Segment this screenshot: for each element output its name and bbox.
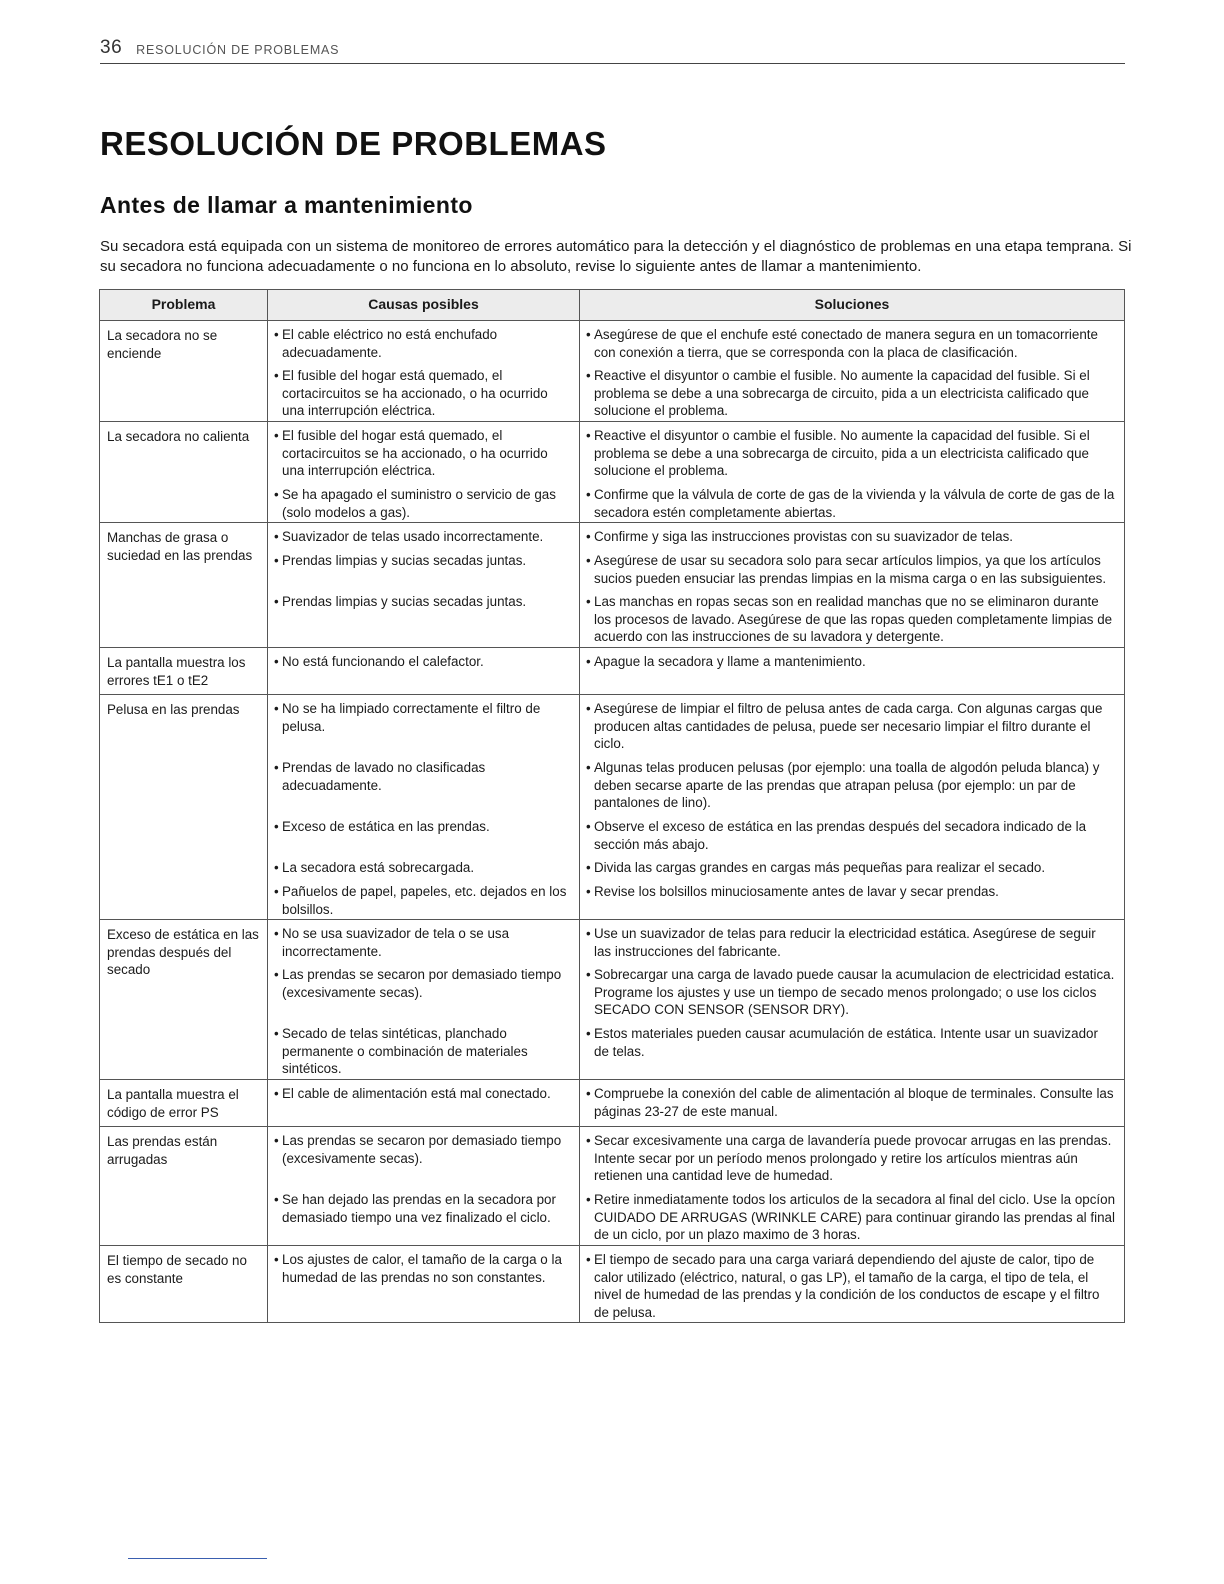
solution-entry [580, 321, 1124, 362]
intro-paragraph: Su secadora está equipada con un sistema de monitoreo de errores automático para la detección y el diagnóstico de problemas en una etapa temprana. Si su secadora no funciona adecuadamente o no funciona en lo absoluto, revise lo siguiente antes de llamar a mantenimiento. [100, 238, 1132, 275]
solution-text: Sobrecargar una carga de lavado puede causar la acumulacion de electricidad estatica. Programe los ajustes y use un tiempo de secado menos prolongado; o use los ciclos SECADO CON SENSOR (SENSOR DRY). [594, 967, 1115, 1017]
solutions-cell [580, 422, 1125, 523]
solution-entry [580, 920, 1124, 961]
cause-text: El cable de alimentación está mal conectado. [282, 1086, 551, 1101]
bullet-icon: • [274, 428, 279, 443]
problem-cell: Pelusa en las prendas [100, 695, 268, 920]
cause-text: Exceso de estática en las prendas. [282, 819, 490, 834]
table-row [100, 1127, 1125, 1246]
causes-cell [268, 920, 580, 1080]
cause-text: Pañuelos de papel, papeles, etc. dejados en los bolsillos. [282, 884, 567, 917]
causes-cell [268, 648, 580, 695]
causes-cell [268, 422, 580, 523]
cause-text: Prendas limpias y sucias secadas juntas. [282, 594, 527, 609]
bullet-icon: • [274, 884, 279, 899]
bullet-icon: • [586, 760, 591, 775]
table-row [100, 1080, 1125, 1127]
solution-text: Asegúrese de que el enchufe esté conectado de manera segura en un tomacorriente con conexión a tierra, que se corresponda con la placa de clasificación. [594, 327, 1098, 360]
header-causes: Causas posibles [268, 290, 580, 321]
solutions-cell [580, 523, 1125, 648]
problem-cell: Manchas de grasa o suciedad en las prendas [100, 523, 268, 648]
solution-entry [580, 523, 1124, 547]
bullet-icon: • [274, 487, 279, 502]
bullet-icon: • [274, 926, 279, 941]
troubleshooting-table [99, 289, 1125, 1323]
bullet-icon: • [586, 529, 591, 544]
page-number: 36 [100, 37, 123, 58]
bullet-icon: • [274, 1086, 279, 1101]
bullet-icon: • [274, 553, 279, 568]
solution-text: Observe el exceso de estática en las prendas después del secadora indicado de la sección más abajo. [594, 819, 1087, 852]
cause-text: No se ha limpiado correctamente el filtro de pelusa. [282, 701, 541, 734]
cause-entry [268, 1020, 579, 1079]
problem-cell: Exceso de estática en las prendas después del secado [100, 920, 268, 1080]
solution-text: Algunas telas producen pelusas (por ejemplo: una toalla de algodón peluda blanca) y deben secarse aparte de las prendas que atrapan pelusa (por ejemplo: un par de pantalones de lino). [594, 760, 1100, 810]
bullet-icon: • [586, 487, 591, 502]
cause-text: Suavizador de telas usado incorrectamente. [282, 529, 544, 544]
causes-cell [268, 523, 580, 648]
solutions-cell [580, 1127, 1125, 1246]
cause-entry [268, 1186, 579, 1245]
causes-cell [268, 321, 580, 422]
table-header-row [100, 290, 1125, 321]
page-title: RESOLUCIÓN DE PROBLEMAS [100, 125, 607, 162]
cause-entry [268, 878, 579, 919]
table-row [100, 321, 1125, 422]
running-section-title: RESOLUCIÓN DE PROBLEMAS [136, 43, 340, 57]
solution-entry [580, 754, 1124, 813]
cause-text: Se ha apagado el suministro o servicio de gas (solo modelos a gas). [282, 487, 556, 520]
solution-text: Confirme que la válvula de corte de gas de la vivienda y la válvula de corte de gas de la secadora estén completamente abiertas. [594, 487, 1115, 520]
bullet-icon: • [586, 860, 591, 875]
bullet-icon: • [586, 701, 591, 716]
cause-entry [268, 1246, 579, 1322]
bullet-icon: • [274, 327, 279, 342]
problem-cell: El tiempo de secado no es constante [100, 1246, 268, 1323]
cause-entry [268, 1127, 579, 1186]
bullet-icon: • [586, 368, 591, 383]
page-subtitle: Antes de llamar a mantenimiento [100, 192, 473, 218]
solutions-cell [580, 321, 1125, 422]
cause-text: La secadora está sobrecargada. [282, 860, 475, 875]
bullet-icon: • [586, 1192, 591, 1207]
solution-entry [580, 878, 1124, 919]
solution-text: Asegúrese de limpiar el filtro de pelusa antes de cada carga. Con algunas cargas que producen altas cantidades de pelusa, puede ser necesario limpiar el filtro durante el ciclo. [594, 701, 1103, 751]
causes-cell [268, 695, 580, 920]
cause-text: No se usa suavizador de tela o se usa incorrectamente. [282, 926, 510, 959]
cause-entry [268, 362, 579, 421]
cause-entry [268, 588, 579, 647]
solution-text: Divida las cargas grandes en cargas más pequeñas para realizar el secado. [594, 860, 1046, 875]
bullet-icon: • [274, 1252, 279, 1267]
solutions-cell [580, 1080, 1125, 1127]
solution-text: Las manchas en ropas secas son en realidad manchas que no se eliminaron durante los procesos de lavado. Asegúrese de que las ropas queden completamente limpias de acuerdo con las instrucciones de su lavadora y detergente. [594, 594, 1113, 644]
causes-cell [268, 1127, 580, 1246]
cause-text: Secado de telas sintéticas, planchado permanente o combinación de materiales sintéticos. [282, 1026, 528, 1076]
cause-entry [268, 695, 579, 754]
solution-text: Retire inmediatamente todos los articulos de la secadora al final del ciclo. Use la opcíon CUIDADO DE ARRUGAS (WRINKLE CARE) para continuar girando las prendas al final de un ciclo, por un plazo maximo de 3 horas. [594, 1192, 1116, 1242]
table-row [100, 920, 1125, 1080]
solution-text: Compruebe la conexión del cable de alimentación al bloque de terminales. Consulte las páginas 23-27 de este manual. [594, 1086, 1114, 1119]
bullet-icon: • [274, 860, 279, 875]
solution-entry [580, 547, 1124, 588]
table-body [100, 321, 1125, 1323]
bullet-icon: • [586, 1086, 591, 1101]
bullet-icon: • [586, 819, 591, 834]
bullet-icon: • [586, 926, 591, 941]
cause-text: Los ajustes de calor, el tamaño de la carga o la humedad de las prendas no son constantes. [282, 1252, 562, 1285]
bullet-icon: • [274, 1026, 279, 1041]
cause-entry [268, 920, 579, 961]
table-row [100, 422, 1125, 523]
solution-text: Asegúrese de usar su secadora solo para secar artículos limpios, ya que los artículos sucios pueden ensuciar las prendas limpias en la misma carga o en las subsiguientes. [594, 553, 1107, 586]
solutions-cell [580, 695, 1125, 920]
table-row [100, 695, 1125, 920]
cause-text: Prendas limpias y sucias secadas juntas. [282, 553, 527, 568]
cause-text: El cable eléctrico no está enchufado adecuadamente. [282, 327, 498, 360]
solution-text: Reactive el disyuntor o cambie el fusible. No aumente la capacidad del fusible. Si el problema se debe a una sobrecarga de circuito, pida a un electricista calificado que solucione el problema. [594, 428, 1090, 478]
problem-cell: Las prendas están arrugadas [100, 1127, 268, 1246]
bullet-icon: • [274, 1133, 279, 1148]
bullet-icon: • [586, 553, 591, 568]
solution-entry [580, 695, 1124, 754]
solutions-cell [580, 1246, 1125, 1323]
solutions-cell [580, 648, 1125, 695]
bullet-icon: • [586, 594, 591, 609]
cause-entry [268, 961, 579, 1020]
solution-text: Apague la secadora y llame a mantenimiento. [594, 654, 866, 669]
solution-text: Use un suavizador de telas para reducir la electricidad estática. Asegúrese de seguir las instrucciones del fabricante. [594, 926, 1096, 959]
bullet-icon: • [586, 1026, 591, 1041]
bullet-icon: • [586, 428, 591, 443]
solution-text: Revise los bolsillos minuciosamente antes de lavar y secar prendas. [594, 884, 999, 899]
bullet-icon: • [274, 594, 279, 609]
bullet-icon: • [586, 1252, 591, 1267]
bullet-icon: • [586, 967, 591, 982]
header-solutions: Soluciones [580, 290, 1125, 321]
solution-entry [580, 422, 1124, 481]
bullet-icon: • [274, 654, 279, 669]
cause-text: El fusible del hogar está quemado, el cortacircuitos se ha accionado, o ha ocurrido una interrupción eléctrica. [282, 368, 548, 418]
solution-entry [580, 1127, 1124, 1186]
solution-entry [580, 362, 1124, 421]
cause-text: Prendas de lavado no clasificadas adecuadamente. [282, 760, 486, 793]
cause-text: No está funcionando el calefactor. [282, 654, 484, 669]
problem-cell: La secadora no se enciende [100, 321, 268, 422]
table-row [100, 1246, 1125, 1323]
cause-entry [268, 481, 579, 522]
bullet-icon: • [274, 368, 279, 383]
solution-entry [580, 1186, 1124, 1245]
bullet-icon: • [274, 1192, 279, 1207]
cause-entry [268, 754, 579, 813]
cause-entry [268, 648, 579, 672]
bullet-icon: • [274, 760, 279, 775]
solution-entry [580, 648, 1124, 672]
solution-text: Secar excesivamente una carga de lavandería puede provocar arrugas en las prendas. Intente secar por un período menos prolongado y retire los artículos mientras aún retienen una cantidad leve de humedad. [594, 1133, 1112, 1183]
cause-text: Se han dejado las prendas en la secadora por demasiado tiempo una vez finalizado el ciclo. [282, 1192, 556, 1225]
solution-entry [580, 1246, 1124, 1322]
bullet-icon: • [586, 884, 591, 899]
table-row [100, 648, 1125, 695]
bullet-icon: • [274, 529, 279, 544]
cause-entry [268, 854, 579, 878]
solution-text: Estos materiales pueden causar acumulación de estática. Intente usar un suavizador de telas. [594, 1026, 1098, 1059]
causes-cell [268, 1080, 580, 1127]
page-header [100, 37, 1125, 64]
cause-entry [268, 523, 579, 547]
solution-entry [580, 481, 1124, 522]
problem-cell: La pantalla muestra los errores tE1 o tE2 [100, 648, 268, 695]
bullet-icon: • [274, 967, 279, 982]
solution-entry [580, 961, 1124, 1020]
solution-entry [580, 1080, 1124, 1121]
problem-cell: La secadora no calienta [100, 422, 268, 523]
solution-text: Confirme y siga las instrucciones provistas con su suavizador de telas. [594, 529, 1014, 544]
bullet-icon: • [274, 819, 279, 834]
cause-entry [268, 422, 579, 481]
cause-entry [268, 813, 579, 854]
solution-entry [580, 854, 1124, 878]
solution-text: El tiempo de secado para una carga variará dependiendo del ajuste de calor, tipo de calor utilizado (eléctrico, natural, o gas LP), el tamaño de la carga, el tipo de tela, el nivel de humedad de las prendas y la condición de los conductos de escape y el filtro de pelusa. [594, 1252, 1100, 1320]
cause-text: Las prendas se secaron por demasiado tiempo (excesivamente secas). [282, 1133, 562, 1166]
bullet-icon: • [586, 327, 591, 342]
bullet-icon: • [274, 701, 279, 716]
cause-entry [268, 1080, 579, 1121]
solution-text: Reactive el disyuntor o cambie el fusible. No aumente la capacidad del fusible. Si el problema se debe a una sobrecarga de circuito, pida a un electricista calificado que solucione el problema. [594, 368, 1090, 418]
header-problem: Problema [100, 290, 268, 321]
footer-rule [128, 1558, 267, 1559]
cause-entry [268, 547, 579, 588]
cause-text: El fusible del hogar está quemado, el cortacircuitos se ha accionado, o ha ocurrido una interrupción eléctrica. [282, 428, 548, 478]
solutions-cell [580, 920, 1125, 1080]
cause-text: Las prendas se secaron por demasiado tiempo (excesivamente secas). [282, 967, 562, 1000]
table-row [100, 523, 1125, 648]
solution-entry [580, 813, 1124, 854]
causes-cell [268, 1246, 580, 1323]
cause-entry [268, 321, 579, 362]
solution-entry [580, 588, 1124, 647]
problem-cell: La pantalla muestra el código de error PS [100, 1080, 268, 1127]
solution-entry [580, 1020, 1124, 1079]
bullet-icon: • [586, 1133, 591, 1148]
bullet-icon: • [586, 654, 591, 669]
